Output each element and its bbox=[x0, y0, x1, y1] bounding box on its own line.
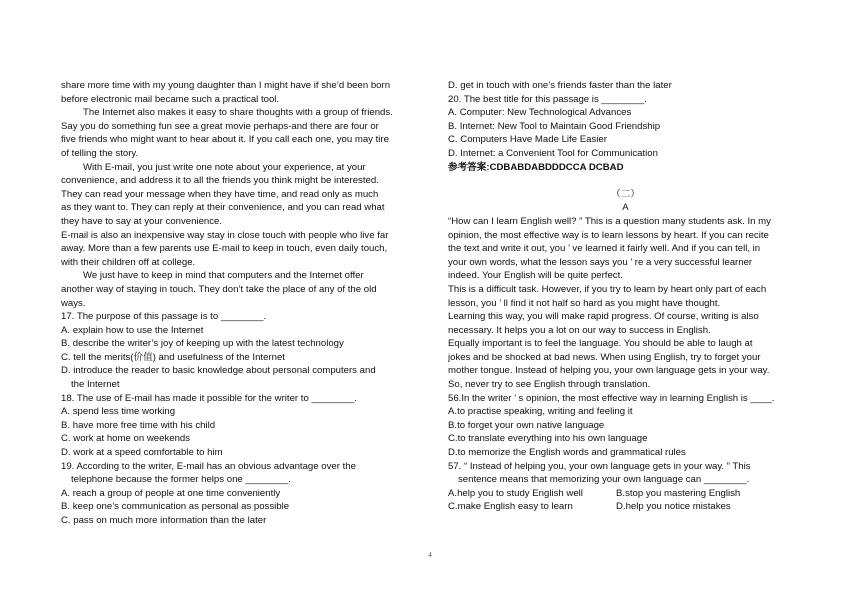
text-line: A. spend less time working bbox=[61, 406, 176, 418]
text-line: mother tongue. Instead of helping you, your own language gets in your way. bbox=[448, 365, 770, 377]
text-line: A bbox=[622, 202, 629, 214]
text-line: With E-mail, you just write one note about your experience, at your bbox=[83, 161, 366, 173]
text-line: E-mail is also an inexpensive way stay in close touch with people who live far bbox=[61, 229, 389, 241]
text-line: 19. According to the writer, E-mail has an obvious advantage over the bbox=[61, 460, 356, 472]
text-line: C.to translate everything into his own language bbox=[448, 433, 648, 445]
q57-options-row-1 bbox=[448, 487, 803, 501]
text-line: telephone because the former helps one ________. bbox=[71, 474, 291, 486]
page-number: 4 bbox=[428, 551, 432, 559]
text-line: We just have to keep in mind that computers and the Internet offer bbox=[83, 270, 364, 282]
text-line: necessary. It helps you a lot on our way to success in English. bbox=[448, 324, 711, 336]
text-line: “How can I learn English well? ” This is a question many students ask. In my bbox=[448, 215, 771, 227]
text-line: D. get in touch with one’s friends faster than the later bbox=[448, 80, 672, 91]
text-line: jokes and be shocked at bad news. When using English, try to forget your bbox=[448, 351, 761, 363]
text-line: C. pass on much more information than the later bbox=[61, 515, 267, 526]
text-line: with their children off at college. bbox=[61, 256, 196, 268]
text-line: Say you do something fun see a great movie perhaps-and there are four or bbox=[61, 120, 379, 132]
text-line: they have to say at your convenience. bbox=[61, 215, 223, 227]
text-line: B.to forget your own native language bbox=[448, 419, 605, 431]
text-line: sentence means that memorizing your own language can ________. bbox=[458, 474, 750, 486]
text-line: 56.In the writer ’ s opinion, the most effective way in learning English is ____. bbox=[448, 392, 775, 404]
text-line: C. tell the merits(价值) and usefulness of the Internet bbox=[61, 351, 285, 363]
text-line: 57. “ Instead of helping you, your own language gets in your way. ” This bbox=[448, 460, 751, 472]
text-line: of telling the story. bbox=[61, 147, 139, 159]
text-line: D.to memorize the English words and grammatical rules bbox=[448, 447, 686, 459]
text-line: D. Internet: a Convenient Tool for Communication bbox=[448, 147, 658, 159]
text-line: the Internet bbox=[71, 379, 120, 391]
text-line: indeed. Your English will be quite perfect. bbox=[448, 270, 623, 282]
text-line: away. More than a few parents use E-mail to keep in touch, even daily touch, bbox=[61, 243, 388, 255]
text-line: convenience, and address it to all the friends you think might be interested. bbox=[61, 175, 379, 187]
text-line: your own words, what the lesson says you ’ re a very successful learner bbox=[448, 256, 753, 268]
text-line: another way of staying in touch. They don’t take the place of any of the old bbox=[61, 283, 377, 295]
text-line: as they want to. They can reply at their convenience, and you can read what bbox=[61, 202, 385, 214]
text-line: B. describe the writer’s joy of keeping up with the latest technology bbox=[61, 338, 344, 350]
text-line: ways. bbox=[61, 297, 86, 309]
text-line: B. have more free time with his child bbox=[61, 419, 216, 431]
text-line: five friends who might want to hear about it. If you call each one, you may tire bbox=[61, 134, 389, 146]
text-line: A. Computer: New Technological Advances bbox=[448, 107, 632, 119]
text-line: C. Computers Have Made Life Easier bbox=[448, 134, 607, 146]
q57-options-row-2 bbox=[448, 500, 803, 514]
text-line: A.to practise speaking, writing and feeling it bbox=[448, 406, 633, 418]
text-line: the text and write it out, you ’ ve learned it fairly well. And if you can tell, in bbox=[448, 243, 761, 255]
text-line bbox=[448, 174, 803, 188]
text-line: before electronic mail became such a practical tool. bbox=[61, 93, 280, 105]
text-line: D. work at a speed comfortable to him bbox=[61, 447, 223, 459]
text-line: （二） bbox=[611, 188, 640, 200]
text-line: B. Internet: New Tool to Maintain Good Friendship bbox=[448, 120, 661, 132]
q57-option-c: C.make English easy to learn bbox=[448, 501, 573, 513]
text-line: 17. The purpose of this passage is to ________. bbox=[61, 311, 267, 323]
text-line: Equally important is to feel the language. You should be able to laugh at bbox=[448, 338, 753, 350]
text-line: B. keep one’s communication as personal as possible bbox=[61, 501, 290, 513]
text-line: So, never try to see English through translation. bbox=[448, 379, 651, 391]
right-column-lines bbox=[448, 79, 803, 487]
text-line: The Internet also makes it easy to share thoughts with a group of friends. bbox=[83, 107, 393, 119]
q57-option-b: B.stop you mastering English bbox=[616, 487, 741, 499]
q57-option-d: D.help you notice mistakes bbox=[616, 501, 731, 513]
text-line: lesson, you ’ ll find it not half so hard as you might have thought. bbox=[448, 297, 721, 309]
text-line: D. introduce the reader to basic knowledge about personal computers and bbox=[61, 365, 376, 377]
text-line: 18. The use of E-mail has made it possible for the writer to ________. bbox=[61, 392, 357, 404]
text-line: C. work at home on weekends bbox=[61, 433, 191, 445]
text-line: A. reach a group of people at one time conveniently bbox=[61, 487, 281, 499]
text-line: 参考答案:CDBABDABDDDCCA DCBAD bbox=[448, 161, 624, 173]
text-line: They can read your message when they have time, and read only as much bbox=[61, 188, 379, 200]
text-line: This is a difficult task. However, if you try to learn by heart only part of each bbox=[448, 283, 767, 295]
q57-option-a: A.help you to study English well bbox=[448, 487, 583, 499]
text-line: A. explain how to use the Internet bbox=[61, 324, 204, 336]
text-line: 20. The best title for this passage is ________. bbox=[448, 93, 647, 105]
right-column bbox=[448, 79, 803, 514]
text-line: share more time with my young daughter than I might have if she’d been born bbox=[61, 80, 391, 91]
text-line: opinion, the most effective way is to learn lessons by heart. If you can recite bbox=[448, 229, 769, 241]
text-line: Learning this way, you will make rapid progress. Of course, writing is also bbox=[448, 311, 759, 323]
left-column bbox=[61, 79, 413, 528]
